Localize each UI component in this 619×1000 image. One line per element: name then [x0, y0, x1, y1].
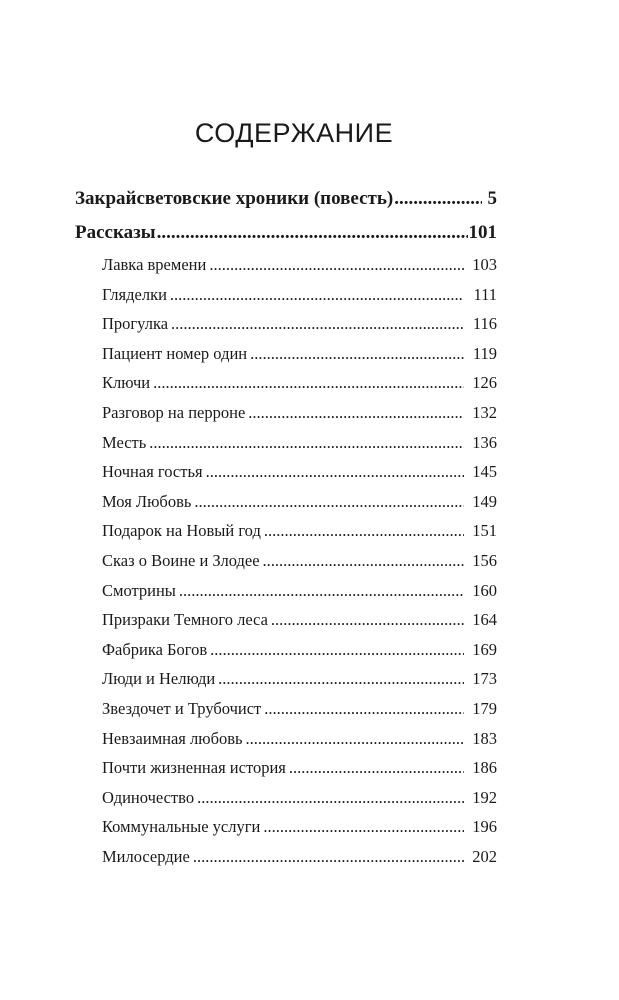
- toc-entry-story: [75, 457, 497, 487]
- dot-leader: [157, 216, 468, 250]
- dot-leader: [248, 398, 464, 428]
- dot-leader: [394, 182, 482, 216]
- dot-leader: [218, 664, 464, 694]
- dot-leader: [263, 546, 464, 576]
- dot-leader: [197, 783, 464, 813]
- toc-entry-page: 173: [472, 669, 497, 689]
- toc-entry-story: [75, 576, 497, 606]
- dot-leader: [171, 309, 464, 339]
- toc-entry-title: Разговор на перроне: [102, 402, 246, 422]
- toc-entry-story: [75, 842, 497, 872]
- dot-leader: [206, 457, 464, 487]
- toc-entry-page: 196: [472, 817, 497, 837]
- toc-entry-novella: [75, 182, 497, 216]
- toc-entry-title: Моя Любовь: [102, 491, 192, 511]
- toc-entry-story: [75, 280, 497, 310]
- toc-entry-title: Коммунальные услуги: [102, 817, 261, 837]
- toc-entry-title: Звездочет и Трубочист: [102, 698, 262, 718]
- toc-entry-stories-section: [75, 216, 497, 250]
- toc-entry-story: [75, 368, 497, 398]
- toc-entry-page: 132: [472, 402, 497, 422]
- toc-entry-title: Пациент номер один: [102, 343, 248, 363]
- toc-entry-title: Смотрины: [102, 580, 176, 600]
- dot-leader: [210, 635, 464, 665]
- toc-entry-page: 202: [472, 846, 497, 866]
- toc-entry-page: 111: [473, 284, 497, 304]
- toc-entry-page: 164: [472, 610, 497, 630]
- toc-entry-page: 169: [472, 639, 497, 659]
- toc-entry-story: [75, 487, 497, 517]
- toc-entry-title: Подарок на Новый год: [102, 521, 261, 541]
- dot-leader: [170, 280, 464, 310]
- toc-entry-story: [75, 724, 497, 754]
- dot-leader: [264, 694, 464, 724]
- toc-entry-page: 116: [472, 314, 497, 334]
- toc-entry-story: [75, 516, 497, 546]
- toc-entry-title: Прогулка: [102, 314, 169, 334]
- dot-leader: [263, 812, 464, 842]
- dot-leader: [246, 724, 464, 754]
- dot-leader: [179, 576, 464, 606]
- dot-leader: [194, 487, 464, 517]
- dot-leader: [289, 753, 464, 783]
- toc-entry-story: [75, 339, 497, 369]
- toc-entry-title: Гляделки: [102, 284, 167, 304]
- toc-entry-title: Одиночество: [102, 787, 195, 807]
- toc-entry-title: Сказ о Воине и Злодее: [102, 550, 260, 570]
- dot-leader: [193, 842, 464, 872]
- toc-entry-title: Невзаимная любовь: [102, 728, 243, 748]
- dot-leader: [209, 250, 464, 280]
- toc-entry-story: [75, 753, 497, 783]
- table-of-contents: [75, 182, 497, 871]
- toc-entry-page: 156: [472, 550, 497, 570]
- story-list: [75, 250, 497, 871]
- toc-heading: СОДЕРЖАНИЕ: [194, 118, 394, 148]
- toc-entry-title: Ключи: [102, 373, 151, 393]
- toc-entry-story: [75, 398, 497, 428]
- toc-entry-title: Рассказы: [75, 222, 156, 243]
- dot-leader: [264, 516, 464, 546]
- toc-entry-title: Фабрика Богов: [102, 639, 208, 659]
- toc-entry-story: [75, 812, 497, 842]
- toc-entry-story: [75, 635, 497, 665]
- toc-entry-page: 186: [472, 758, 497, 778]
- dot-leader: [250, 339, 464, 369]
- toc-entry-page: 179: [472, 698, 497, 718]
- toc-entry-page: 160: [472, 580, 497, 600]
- toc-entry-story: [75, 664, 497, 694]
- toc-entry-page: 151: [472, 521, 497, 541]
- toc-entry-title: Люди и Нелюди: [102, 669, 216, 689]
- toc-entry-story: [75, 309, 497, 339]
- toc-entry-story: [75, 546, 497, 576]
- toc-entry-page: 101: [468, 222, 497, 243]
- toc-entry-page: 126: [472, 373, 497, 393]
- toc-entry-title: Почти жизненная история: [102, 758, 286, 778]
- toc-entry-story: [75, 783, 497, 813]
- toc-entry-story: [75, 428, 497, 458]
- toc-entry-page: 5: [487, 188, 497, 209]
- toc-entry-page: 145: [472, 462, 497, 482]
- toc-entry-page: 136: [472, 432, 497, 452]
- toc-entry-page: 183: [472, 728, 497, 748]
- toc-entry-page: 149: [472, 491, 497, 511]
- toc-entry-story: [75, 250, 497, 280]
- toc-entry-title: Милосердие: [102, 846, 190, 866]
- toc-entry-title: Ночная гостья: [102, 462, 203, 482]
- toc-entry-title: Месть: [102, 432, 147, 452]
- dot-leader: [271, 605, 464, 635]
- toc-entry-page: 103: [472, 255, 497, 274]
- toc-entry-story: [75, 605, 497, 635]
- toc-entry-title: Закрайсветовские хроники (повесть): [75, 188, 394, 209]
- toc-entry-title: Призраки Темного леса: [102, 610, 268, 630]
- dot-leader: [153, 368, 464, 398]
- dot-leader: [149, 428, 464, 458]
- toc-entry-page: 119: [472, 343, 497, 363]
- toc-entry-story: [75, 694, 497, 724]
- toc-entry-page: 192: [472, 787, 497, 807]
- toc-entry-title: Лавка времени: [102, 255, 207, 274]
